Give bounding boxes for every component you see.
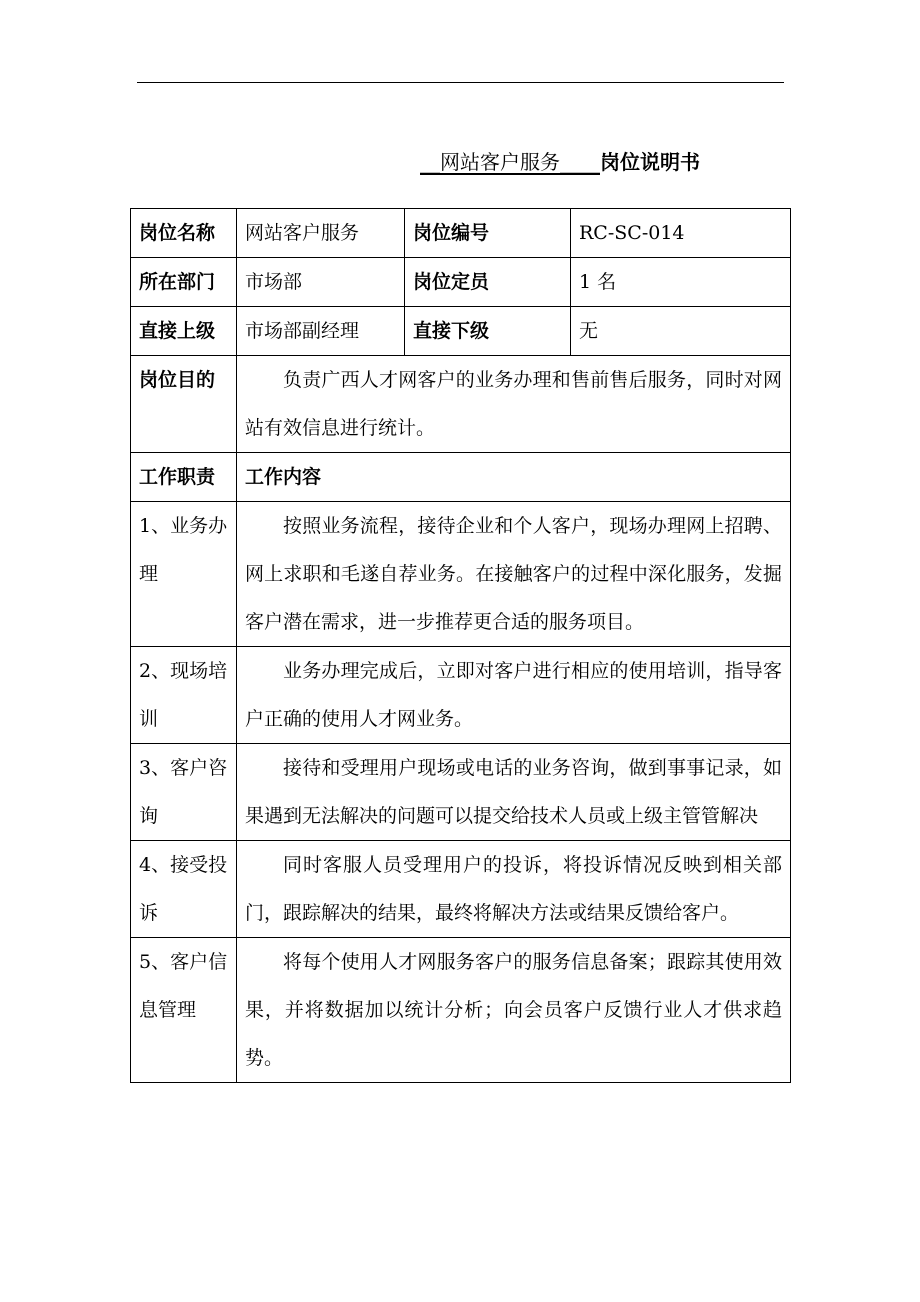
duty-content: 业务办理完成后，立即对客户进行相应的使用培训，指导客户正确的使用人才网业务。 [237,647,791,744]
row-reporting [131,307,791,356]
value-superior: 市场部副经理 [237,307,405,356]
duty-row [131,744,791,841]
label-position-name: 岗位名称 [131,209,237,258]
duty-row [131,647,791,744]
label-headcount: 岗位定员 [405,258,571,307]
value-purpose: 负责广西人才网客户的业务办理和售前售后服务，同时对网站有效信息进行统计。 [237,356,791,453]
header-content: 工作内容 [237,453,791,502]
duty-row [131,841,791,938]
value-position-code: RC-SC-014 [571,209,791,258]
value-headcount: 1 名 [571,258,791,307]
label-department: 所在部门 [131,258,237,307]
label-purpose: 岗位目的 [131,356,237,453]
duty-title: 5、客户信息管理 [131,938,237,1083]
label-position-code: 岗位编号 [405,209,571,258]
row-position-name [131,209,791,258]
duty-title: 2、现场培训 [131,647,237,744]
header-duties: 工作职责 [131,453,237,502]
row-purpose [131,356,791,453]
duty-title: 1、业务办理 [131,502,237,647]
header-rule [137,82,784,83]
duty-title: 3、客户咨询 [131,744,237,841]
duty-content: 将每个使用人才网服务客户的服务信息备案；跟踪其使用效果，并将数据加以统计分析；向会员客户反馈行业人才供求趋势。 [237,938,791,1083]
value-department: 市场部 [237,258,405,307]
row-duties-header [131,453,791,502]
duty-content: 接待和受理用户现场或电话的业务咨询，做到事事记录，如果遇到无法解决的问题可以提交给技术人员或上级主管管解决 [237,744,791,841]
value-position-name: 网站客户服务 [237,209,405,258]
value-subordinate: 无 [571,307,791,356]
job-description-table [130,208,791,1083]
label-subordinate: 直接下级 [405,307,571,356]
document-title [420,148,700,176]
duty-row [131,502,791,647]
title-position-name: __网站客户服务____ [420,150,600,174]
title-main: 岗位说明书 [600,150,700,174]
duty-content: 按照业务流程，接待企业和个人客户，现场办理网上招聘、网上求职和毛遂自荐业务。在接触客户的过程中深化服务，发掘客户潜在需求，进一步推荐更合适的服务项目。 [237,502,791,647]
duty-row [131,938,791,1083]
row-department [131,258,791,307]
label-superior: 直接上级 [131,307,237,356]
duty-content: 同时客服人员受理用户的投诉，将投诉情况反映到相关部门，跟踪解决的结果，最终将解决方法或结果反馈给客户。 [237,841,791,938]
duty-title: 4、接受投诉 [131,841,237,938]
